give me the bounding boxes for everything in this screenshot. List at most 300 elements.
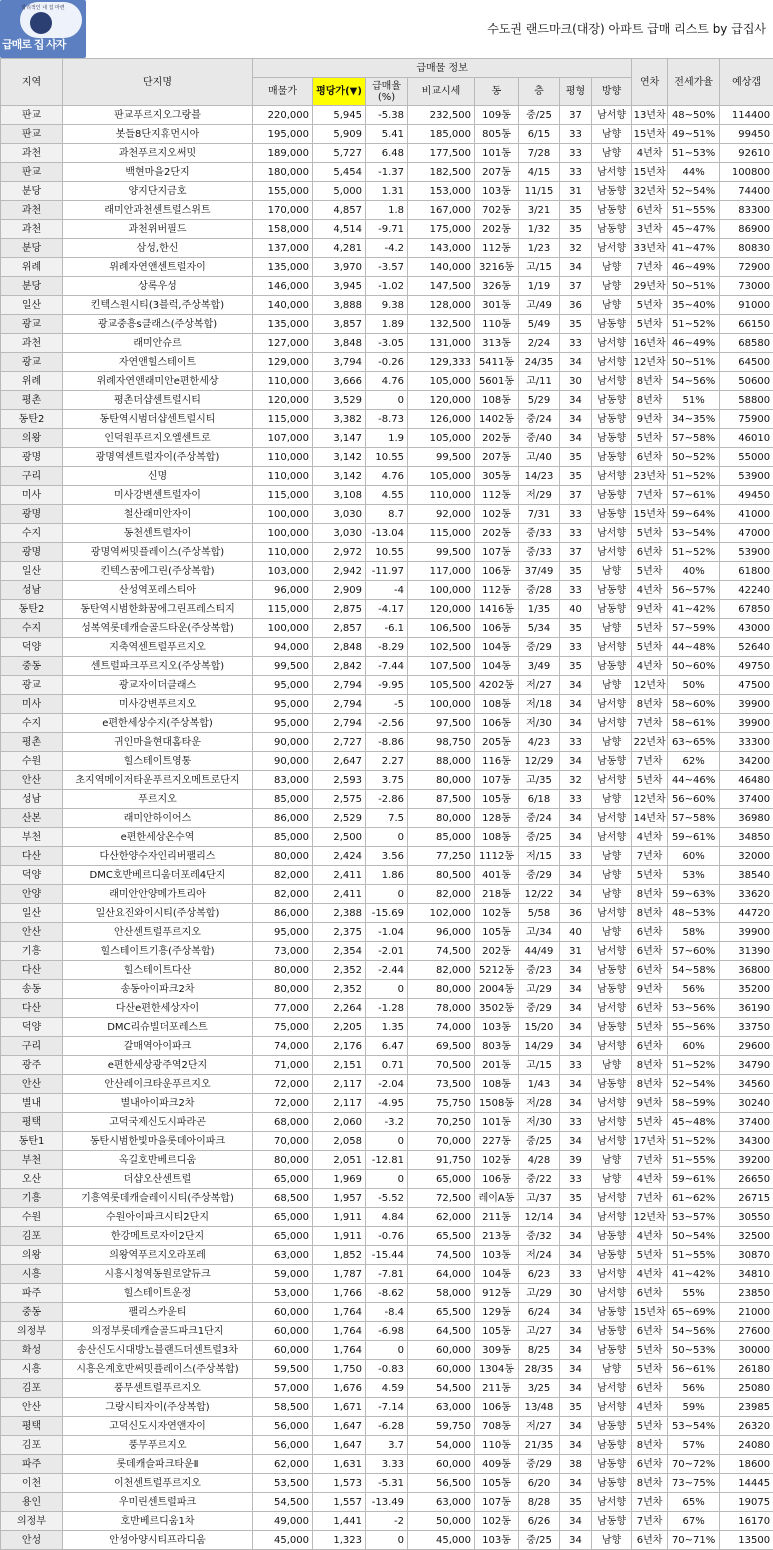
cell-compare: 185,000 xyxy=(408,125,475,144)
table-row[interactable] xyxy=(1,1379,773,1398)
cell-direction: 남서향 xyxy=(592,1379,632,1398)
cell-direction: 남동향 xyxy=(592,1303,632,1322)
cell-drop-rate: 9.38 xyxy=(366,296,408,315)
cell-jeonse: 56~57% xyxy=(668,581,720,600)
cell-floor: 중/23 xyxy=(519,961,560,980)
table-row[interactable] xyxy=(1,904,773,923)
cell-compare: 54,500 xyxy=(408,1379,475,1398)
cell-price: 86,000 xyxy=(253,809,313,828)
cell-complex: 옥길호반베르디움 xyxy=(63,1151,253,1170)
cell-dong: 401동 xyxy=(475,866,519,885)
cell-size: 35 xyxy=(560,657,592,676)
cell-per-pyeong: 3,108 xyxy=(313,486,366,505)
table-row[interactable] xyxy=(1,790,773,809)
header-gap[interactable]: 예상갭 xyxy=(720,59,773,106)
cell-gap: 19075 xyxy=(720,1493,773,1512)
cell-region: 중동 xyxy=(1,1303,63,1322)
cell-jeonse: 54~56% xyxy=(668,372,720,391)
cell-size: 34 xyxy=(560,353,592,372)
cell-direction: 남서향 xyxy=(592,1208,632,1227)
table-row[interactable] xyxy=(1,1056,773,1075)
table-row[interactable] xyxy=(1,1417,773,1436)
cell-floor: 1/19 xyxy=(519,277,560,296)
table-row[interactable] xyxy=(1,1094,773,1113)
cell-year: 14년차 xyxy=(632,809,668,828)
cell-complex: 롯데캐슬파크타운Ⅱ xyxy=(63,1455,253,1474)
table-row[interactable] xyxy=(1,942,773,961)
cell-price: 56,000 xyxy=(253,1436,313,1455)
cell-region: 수지 xyxy=(1,714,63,733)
cell-dong: 1416동 xyxy=(475,600,519,619)
table-row[interactable] xyxy=(1,429,773,448)
cell-direction: 남동향 xyxy=(592,1322,632,1341)
cell-price: 60,000 xyxy=(253,1341,313,1360)
table-row[interactable] xyxy=(1,1398,773,1417)
cell-price: 65,000 xyxy=(253,1170,313,1189)
table-row[interactable] xyxy=(1,182,773,201)
cell-per-pyeong: 2,857 xyxy=(313,619,366,638)
table-row[interactable] xyxy=(1,258,773,277)
table-row[interactable] xyxy=(1,1531,773,1550)
cell-floor: 13/48 xyxy=(519,1398,560,1417)
table-row[interactable] xyxy=(1,163,773,182)
cell-dong: 301동 xyxy=(475,296,519,315)
header-jeonse[interactable]: 전세가율 xyxy=(668,59,720,106)
cell-region: 성남 xyxy=(1,790,63,809)
table-row[interactable] xyxy=(1,315,773,334)
cell-floor: 5/29 xyxy=(519,391,560,410)
cell-compare: 56,500 xyxy=(408,1474,475,1493)
cell-complex: 이천센트럴푸르지오 xyxy=(63,1474,253,1493)
cell-size: 33 xyxy=(560,1113,592,1132)
table-row[interactable] xyxy=(1,733,773,752)
cell-region: 안성 xyxy=(1,1531,63,1550)
header-complex[interactable]: 단지명 xyxy=(63,59,253,106)
table-row[interactable] xyxy=(1,1322,773,1341)
cell-floor: 1/23 xyxy=(519,239,560,258)
cell-direction: 남동향 xyxy=(592,220,632,239)
cell-gap: 23985 xyxy=(720,1398,773,1417)
cell-price: 95,000 xyxy=(253,695,313,714)
table-row[interactable] xyxy=(1,1360,773,1379)
table-row[interactable] xyxy=(1,1075,773,1094)
table-row[interactable] xyxy=(1,600,773,619)
cell-per-pyeong: 3,529 xyxy=(313,391,366,410)
header-region[interactable]: 지역 xyxy=(1,59,63,106)
table-row[interactable] xyxy=(1,562,773,581)
table-row[interactable] xyxy=(1,885,773,904)
cell-gap: 86900 xyxy=(720,220,773,239)
cell-dong: 2004동 xyxy=(475,980,519,999)
cell-size: 34 xyxy=(560,676,592,695)
cell-dong: 104동 xyxy=(475,638,519,657)
cell-floor: 고/37 xyxy=(519,1189,560,1208)
cell-per-pyeong: 2,058 xyxy=(313,1132,366,1151)
cell-drop-rate: 8.7 xyxy=(366,505,408,524)
cell-size: 33 xyxy=(560,581,592,600)
cell-drop-rate: 6.47 xyxy=(366,1037,408,1056)
cell-region: 동탄1 xyxy=(1,1132,63,1151)
table-row[interactable] xyxy=(1,999,773,1018)
table-row[interactable] xyxy=(1,809,773,828)
cell-price: 65,000 xyxy=(253,1208,313,1227)
cell-floor: 중/24 xyxy=(519,809,560,828)
cell-complex: 광교자이더클래스 xyxy=(63,676,253,695)
table-row[interactable] xyxy=(1,1227,773,1246)
cell-jeonse: 51~52% xyxy=(668,1056,720,1075)
table-row[interactable] xyxy=(1,125,773,144)
cell-jeonse: 50~51% xyxy=(668,353,720,372)
cell-jeonse: 58~61% xyxy=(668,714,720,733)
cell-size: 33 xyxy=(560,638,592,657)
cell-year: 4년차 xyxy=(632,1227,668,1246)
cell-complex: 동천센트럴자이 xyxy=(63,524,253,543)
table-row[interactable] xyxy=(1,828,773,847)
cell-complex: 안성아양시티프라디움 xyxy=(63,1531,253,1550)
table-row[interactable] xyxy=(1,144,773,163)
cell-per-pyeong: 2,909 xyxy=(313,581,366,600)
cell-year: 6년차 xyxy=(632,1455,668,1474)
cell-region: 평촌 xyxy=(1,733,63,752)
cell-per-pyeong: 5,909 xyxy=(313,125,366,144)
cell-year: 5년차 xyxy=(632,866,668,885)
table-row[interactable] xyxy=(1,638,773,657)
cell-drop-rate: -3.2 xyxy=(366,1113,408,1132)
cell-size: 31 xyxy=(560,182,592,201)
header-year[interactable]: 연차 xyxy=(632,59,668,106)
table-row[interactable] xyxy=(1,334,773,353)
cell-size: 32 xyxy=(560,239,592,258)
cell-per-pyeong: 1,323 xyxy=(313,1531,366,1550)
cell-drop-rate: -6.1 xyxy=(366,619,408,638)
cell-year: 7년차 xyxy=(632,258,668,277)
table-row[interactable] xyxy=(1,695,773,714)
cell-direction: 남동향 xyxy=(592,505,632,524)
cell-compare: 100,000 xyxy=(408,695,475,714)
cell-jeonse: 65~69% xyxy=(668,1303,720,1322)
cell-price: 80,000 xyxy=(253,847,313,866)
cell-drop-rate: -9.95 xyxy=(366,676,408,695)
cell-per-pyeong: 2,794 xyxy=(313,676,366,695)
table-row[interactable] xyxy=(1,1341,773,1360)
cell-direction: 남동향 xyxy=(592,961,632,980)
cell-per-pyeong: 2,647 xyxy=(313,752,366,771)
logo-slogan: 합리적인 내 집 마련 xyxy=(3,4,83,11)
cell-compare: 65,500 xyxy=(408,1227,475,1246)
cell-gap: 75900 xyxy=(720,410,773,429)
cell-price: 158,000 xyxy=(253,220,313,239)
cell-price: 110,000 xyxy=(253,372,313,391)
cell-gap: 34790 xyxy=(720,1056,773,1075)
cell-region: 이천 xyxy=(1,1474,63,1493)
table-row[interactable] xyxy=(1,296,773,315)
cell-year: 15년차 xyxy=(632,163,668,182)
cell-complex: 동탄역시범한화꿈에그린프레스티지 xyxy=(63,600,253,619)
cell-gap: 30550 xyxy=(720,1208,773,1227)
cell-gap: 39200 xyxy=(720,1151,773,1170)
cell-complex: 래미안슈르 xyxy=(63,334,253,353)
cell-dong: 5411동 xyxy=(475,353,519,372)
cell-price: 49,000 xyxy=(253,1512,313,1531)
cell-gap: 39900 xyxy=(720,714,773,733)
cell-compare: 140,000 xyxy=(408,258,475,277)
cell-dong: 1508동 xyxy=(475,1094,519,1113)
cell-compare: 65,000 xyxy=(408,1170,475,1189)
cell-gap: 26715 xyxy=(720,1189,773,1208)
header-group: 급매물 정보 xyxy=(253,59,632,78)
cell-gap: 66150 xyxy=(720,315,773,334)
table-row[interactable] xyxy=(1,201,773,220)
cell-floor: 중/25 xyxy=(519,1531,560,1550)
cell-price: 195,000 xyxy=(253,125,313,144)
cell-compare: 60,000 xyxy=(408,1360,475,1379)
table-row[interactable] xyxy=(1,923,773,942)
cell-per-pyeong: 2,424 xyxy=(313,847,366,866)
cell-region: 성남 xyxy=(1,581,63,600)
cell-per-pyeong: 5,727 xyxy=(313,144,366,163)
cell-dong: 116동 xyxy=(475,752,519,771)
cell-gap: 64500 xyxy=(720,353,773,372)
table-row[interactable] xyxy=(1,1265,773,1284)
table-row[interactable] xyxy=(1,1151,773,1170)
table-row[interactable] xyxy=(1,1132,773,1151)
cell-direction: 남서향 xyxy=(592,1284,632,1303)
cell-gap: 38540 xyxy=(720,866,773,885)
cell-size: 34 xyxy=(560,1341,592,1360)
cell-direction: 남서향 xyxy=(592,714,632,733)
table-row[interactable] xyxy=(1,1018,773,1037)
cell-complex: 한강메트로자이2단지 xyxy=(63,1227,253,1246)
cell-year: 8년차 xyxy=(632,885,668,904)
cell-gap: 49750 xyxy=(720,657,773,676)
header-per-pyeong[interactable]: 평당가(▼) xyxy=(313,78,366,106)
header-direction[interactable]: 방향 xyxy=(592,78,632,106)
table-row[interactable] xyxy=(1,980,773,999)
table-row[interactable] xyxy=(1,1170,773,1189)
cell-price: 94,000 xyxy=(253,638,313,657)
table-row[interactable] xyxy=(1,676,773,695)
cell-dong: 313동 xyxy=(475,334,519,353)
cell-floor: 저/15 xyxy=(519,847,560,866)
cell-direction: 남서향 xyxy=(592,942,632,961)
table-row[interactable] xyxy=(1,1303,773,1322)
table-row[interactable] xyxy=(1,277,773,296)
cell-jeonse: 51~53% xyxy=(668,144,720,163)
table-row[interactable] xyxy=(1,1113,773,1132)
table-row[interactable] xyxy=(1,714,773,733)
cell-size: 35 xyxy=(560,315,592,334)
cell-dong: 205동 xyxy=(475,733,519,752)
cell-price: 68,000 xyxy=(253,1113,313,1132)
cell-per-pyeong: 3,945 xyxy=(313,277,366,296)
cell-direction: 남동향 xyxy=(592,410,632,429)
cell-price: 180,000 xyxy=(253,163,313,182)
table-row[interactable] xyxy=(1,220,773,239)
table-row[interactable] xyxy=(1,1208,773,1227)
cell-region: 미사 xyxy=(1,486,63,505)
cell-floor: 6/15 xyxy=(519,125,560,144)
cell-year: 9년차 xyxy=(632,600,668,619)
cell-dong: 102동 xyxy=(475,904,519,923)
cell-gap: 46010 xyxy=(720,429,773,448)
cell-price: 110,000 xyxy=(253,467,313,486)
table-row[interactable] xyxy=(1,239,773,258)
cell-region: 판교 xyxy=(1,106,63,125)
cell-floor: 5/34 xyxy=(519,619,560,638)
cell-gap: 33300 xyxy=(720,733,773,752)
table-row[interactable] xyxy=(1,486,773,505)
cell-drop-rate: -6.28 xyxy=(366,1417,408,1436)
cell-complex: 송산신도시대방노블랜드더센트럴3차 xyxy=(63,1341,253,1360)
cell-floor: 24/35 xyxy=(519,353,560,372)
cell-direction: 남서향 xyxy=(592,467,632,486)
cell-direction: 남서향 xyxy=(592,638,632,657)
cell-floor: 고/40 xyxy=(519,448,560,467)
cell-direction: 남향 xyxy=(592,1360,632,1379)
cell-jeonse: 53~54% xyxy=(668,1417,720,1436)
cell-price: 96,000 xyxy=(253,581,313,600)
cell-jeonse: 49~51% xyxy=(668,125,720,144)
cell-size: 31 xyxy=(560,942,592,961)
cell-drop-rate: -1.02 xyxy=(366,277,408,296)
cell-complex: 철산래미안자이 xyxy=(63,505,253,524)
table-row[interactable] xyxy=(1,1493,773,1512)
cell-compare: 85,000 xyxy=(408,828,475,847)
cell-drop-rate: 1.89 xyxy=(366,315,408,334)
table-row[interactable] xyxy=(1,1474,773,1493)
cell-price: 127,000 xyxy=(253,334,313,353)
table-row[interactable] xyxy=(1,448,773,467)
cell-compare: 129,333 xyxy=(408,353,475,372)
cell-region: 평택 xyxy=(1,1113,63,1132)
cell-complex: 더샵오산센트럴 xyxy=(63,1170,253,1189)
cell-drop-rate: -1.28 xyxy=(366,999,408,1018)
table-row[interactable] xyxy=(1,353,773,372)
table-row[interactable] xyxy=(1,524,773,543)
table-row[interactable] xyxy=(1,581,773,600)
cell-complex: 양지단지금호 xyxy=(63,182,253,201)
cell-jeonse: 57% xyxy=(668,1436,720,1455)
cell-gap: 67850 xyxy=(720,600,773,619)
table-row[interactable] xyxy=(1,1512,773,1531)
cell-jeonse: 50~53% xyxy=(668,1341,720,1360)
cell-per-pyeong: 1,631 xyxy=(313,1455,366,1474)
cell-floor: 5/58 xyxy=(519,904,560,923)
table-row[interactable] xyxy=(1,1284,773,1303)
cell-gap: 50600 xyxy=(720,372,773,391)
cell-floor: 1/35 xyxy=(519,600,560,619)
table-row[interactable] xyxy=(1,657,773,676)
table-row[interactable] xyxy=(1,1037,773,1056)
cell-year: 12년차 xyxy=(632,353,668,372)
cell-per-pyeong: 1,787 xyxy=(313,1265,366,1284)
cell-direction: 남동향 xyxy=(592,1075,632,1094)
cell-complex: 힐스테이트운정 xyxy=(63,1284,253,1303)
table-row[interactable] xyxy=(1,372,773,391)
cell-gap: 34300 xyxy=(720,1132,773,1151)
cell-jeonse: 60% xyxy=(668,847,720,866)
cell-per-pyeong: 2,176 xyxy=(313,1037,366,1056)
header-dong[interactable]: 동 xyxy=(475,78,519,106)
cell-floor: 3/49 xyxy=(519,657,560,676)
table-row[interactable] xyxy=(1,1436,773,1455)
table-row[interactable] xyxy=(1,1246,773,1265)
table-row[interactable] xyxy=(1,847,773,866)
header-drop-rate[interactable]: 급매율 (%) xyxy=(366,78,408,106)
header-size[interactable]: 평형 xyxy=(560,78,592,106)
cell-jeonse: 46~49% xyxy=(668,258,720,277)
cell-jeonse: 63~65% xyxy=(668,733,720,752)
cell-direction: 남향 xyxy=(592,125,632,144)
cell-floor: 7/31 xyxy=(519,505,560,524)
cell-jeonse: 59~63% xyxy=(668,885,720,904)
cell-size: 33 xyxy=(560,847,592,866)
cell-complex: 안산레이크타운푸르지오 xyxy=(63,1075,253,1094)
table-row[interactable] xyxy=(1,619,773,638)
table-row[interactable] xyxy=(1,467,773,486)
cell-year: 9년차 xyxy=(632,410,668,429)
cell-complex: 광명역써밋플레이스(주상복합) xyxy=(63,543,253,562)
cell-jeonse: 50~52% xyxy=(668,448,720,467)
table-row[interactable] xyxy=(1,1455,773,1474)
cell-compare: 59,750 xyxy=(408,1417,475,1436)
cell-direction: 남향 xyxy=(592,866,632,885)
table-row[interactable] xyxy=(1,543,773,562)
cell-region: 기흥 xyxy=(1,1189,63,1208)
cell-jeonse: 40% xyxy=(668,562,720,581)
cell-price: 63,000 xyxy=(253,1246,313,1265)
cell-year: 3년차 xyxy=(632,220,668,239)
cell-drop-rate: -4 xyxy=(366,581,408,600)
header-price[interactable]: 매물가 xyxy=(253,78,313,106)
table-row[interactable] xyxy=(1,391,773,410)
table-row[interactable] xyxy=(1,505,773,524)
table-row[interactable] xyxy=(1,752,773,771)
table-row[interactable] xyxy=(1,866,773,885)
table-row[interactable] xyxy=(1,1189,773,1208)
header-compare[interactable]: 비교시세 xyxy=(408,78,475,106)
cell-jeonse: 52~54% xyxy=(668,182,720,201)
cell-floor: 중/32 xyxy=(519,1227,560,1246)
table-row[interactable] xyxy=(1,961,773,980)
cell-size: 30 xyxy=(560,372,592,391)
cell-drop-rate: -2.04 xyxy=(366,1075,408,1094)
cell-price: 90,000 xyxy=(253,733,313,752)
cell-compare: 147,500 xyxy=(408,277,475,296)
cell-year: 12년차 xyxy=(632,676,668,695)
cell-price: 74,000 xyxy=(253,1037,313,1056)
cell-complex: 동탄시범한빛마을롯데아이파크 xyxy=(63,1132,253,1151)
cell-compare: 58,000 xyxy=(408,1284,475,1303)
cell-size: 33 xyxy=(560,144,592,163)
cell-direction: 남향 xyxy=(592,733,632,752)
header-floor[interactable]: 층 xyxy=(519,78,560,106)
cell-per-pyeong: 5,945 xyxy=(313,106,366,125)
cell-price: 100,000 xyxy=(253,505,313,524)
cell-drop-rate: 5.41 xyxy=(366,125,408,144)
cell-jeonse: 55% xyxy=(668,1284,720,1303)
cell-jeonse: 50~51% xyxy=(668,277,720,296)
cell-compare: 88,000 xyxy=(408,752,475,771)
table-row[interactable] xyxy=(1,106,773,125)
cell-per-pyeong: 2,411 xyxy=(313,885,366,904)
cell-gap: 35200 xyxy=(720,980,773,999)
cell-price: 68,500 xyxy=(253,1189,313,1208)
table-row[interactable] xyxy=(1,771,773,790)
table-row[interactable] xyxy=(1,410,773,429)
cell-drop-rate: -2.86 xyxy=(366,790,408,809)
cell-compare: 102,500 xyxy=(408,638,475,657)
